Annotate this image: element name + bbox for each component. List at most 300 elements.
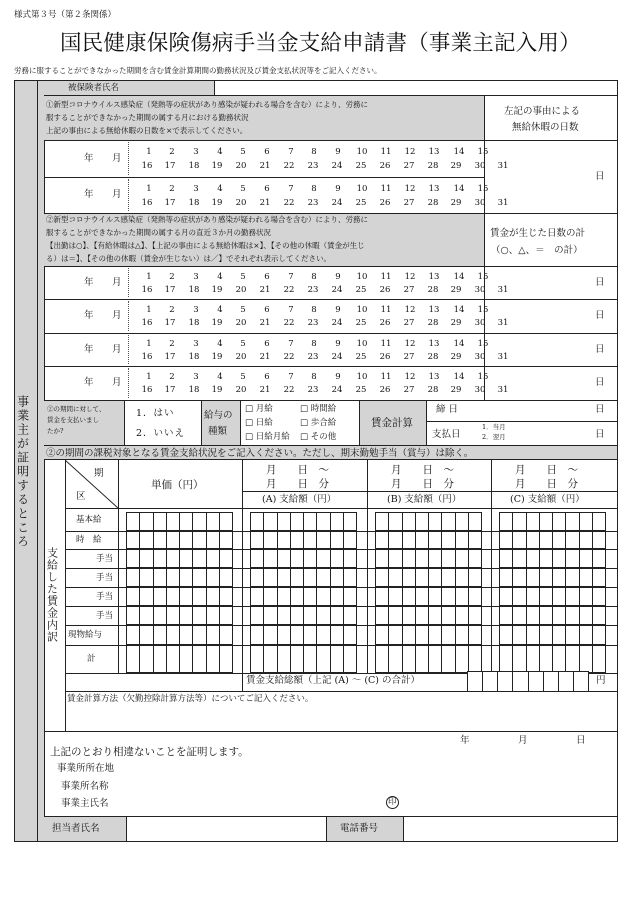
day-cell[interactable]: 20 — [235, 352, 247, 362]
calc-method-field[interactable] — [67, 706, 615, 728]
day-cell[interactable]: 28 — [427, 352, 439, 362]
amount-input-grid[interactable] — [375, 606, 481, 625]
contact-name-field[interactable] — [128, 818, 324, 840]
phone-label: 電話番号 — [340, 823, 379, 834]
amount-input-grid[interactable] — [126, 625, 232, 645]
day-cell[interactable]: 14 — [453, 305, 465, 315]
day-cell[interactable]: 9 — [335, 305, 341, 315]
day-cell[interactable]: 22 — [283, 318, 295, 328]
day-cell[interactable]: 6 — [264, 184, 270, 194]
day-cell[interactable]: 13 — [428, 339, 440, 349]
insured-name-field[interactable] — [216, 82, 616, 94]
category-label: 区 — [76, 491, 86, 502]
month-row-month: 月 — [112, 277, 122, 288]
form-number: 様式第３号（第２条関係） — [14, 10, 117, 20]
period-category-cell — [65, 460, 118, 508]
side-label: 事業主が証明するところ — [15, 395, 30, 549]
col-a-date-from: 月 日 ～ — [266, 464, 329, 476]
month-row — [44, 366, 618, 400]
day-cell[interactable]: 31 — [497, 285, 509, 295]
month-row-month: 月 — [112, 344, 122, 355]
day-cell[interactable]: 5 — [240, 372, 246, 382]
day-cell[interactable]: 12 — [404, 272, 416, 282]
day-cell[interactable]: 24 — [331, 198, 343, 208]
amount-input-grid[interactable] — [126, 549, 232, 568]
day-cell[interactable]: 8 — [311, 372, 317, 382]
col-b-date-to: 月 日 分 — [391, 478, 454, 490]
day-cell[interactable]: 9 — [335, 272, 341, 282]
day-cell[interactable]: 11 — [380, 184, 392, 194]
section2-text-3: 【出勤は○】、【有給休暇は△】、【上記の事由による無給休暇は×】、【その他の休暇（賃金が生じ — [46, 241, 365, 250]
option-commission[interactable]: □ 歩合給 — [300, 418, 337, 428]
day-cell[interactable]: 22 — [283, 198, 295, 208]
day-cell[interactable]: 18 — [188, 352, 200, 362]
amount-input-grid[interactable] — [499, 587, 605, 606]
day-cell[interactable]: 8 — [311, 272, 317, 282]
day-cell[interactable]: 21 — [259, 285, 271, 295]
option-yes[interactable]: 1．はい — [136, 408, 175, 419]
day-cell[interactable]: 15 — [477, 147, 489, 157]
option-daily[interactable]: □ 日給 — [245, 418, 273, 428]
day-cell[interactable]: 1 — [146, 339, 152, 349]
day-cell[interactable]: 9 — [335, 184, 341, 194]
day-cell[interactable]: 2 — [169, 272, 175, 282]
day-cell[interactable]: 17 — [164, 318, 176, 328]
day-cell[interactable]: 8 — [311, 339, 317, 349]
payment-day-unit: 日 — [595, 429, 605, 440]
salary-type-label-2: 種類 — [208, 426, 228, 437]
contact-name-label: 担当者氏名 — [52, 823, 100, 834]
day-cell[interactable]: 15 — [477, 372, 489, 382]
day-cell[interactable]: 17 — [164, 352, 176, 362]
amount-input-grid[interactable] — [126, 645, 232, 673]
day-cell[interactable]: 22 — [283, 285, 295, 295]
day-cell[interactable]: 23 — [307, 198, 319, 208]
col-c-date-from: 月 日 ～ — [515, 464, 578, 476]
section2-text-2: 服することができなかった期間の属する月の直近３か月の勤務状況 — [46, 228, 271, 237]
day-cell[interactable]: 18 — [188, 385, 200, 395]
day-cell[interactable]: 18 — [188, 285, 200, 295]
closing-day-label: 締 日 — [436, 404, 459, 415]
day-cell[interactable]: 17 — [164, 385, 176, 395]
day-cell[interactable]: 19 — [211, 285, 223, 295]
day-cell[interactable]: 29 — [450, 161, 462, 171]
next-month-option[interactable]: 2．翌月 — [482, 433, 506, 441]
amount-input-grid[interactable] — [375, 549, 481, 568]
section2-text-1: ②新型コロナウイルス感染症（発熱等の症状があり感染が疑われる場合を含む）により、労務に — [46, 215, 369, 224]
day-cell[interactable]: 24 — [331, 318, 343, 328]
day-cell[interactable]: 13 — [428, 372, 440, 382]
day-cell[interactable]: 29 — [450, 318, 462, 328]
section3-header: ②の期間の課税対象となる賃金支給状況をご記入ください。ただし、期末勤勉手当（賞与）は除く。 — [46, 448, 474, 459]
day-cell[interactable]: 4 — [217, 147, 223, 157]
section2-text-4: る）は＝】、【その他の休暇（賃金が生じない）は／】でそれぞれ表示してください。 — [46, 254, 331, 263]
month-row-month: 月 — [112, 153, 122, 164]
day-cell[interactable]: 16 — [141, 352, 153, 362]
day-cell[interactable]: 8 — [311, 305, 317, 315]
day-cell[interactable]: 7 — [288, 272, 294, 282]
month-row-year: 年 — [84, 277, 94, 288]
day-cell[interactable]: 27 — [403, 161, 415, 171]
day-cell[interactable]: 2 — [169, 184, 175, 194]
section1-day-unit: 日 — [595, 171, 605, 182]
day-cell[interactable]: 21 — [259, 385, 271, 395]
day-cell[interactable]: 9 — [335, 372, 341, 382]
section1-text-3: 上記の事由による無給休暇の日数を×で表示してください。 — [46, 126, 248, 135]
day-cell[interactable]: 31 — [497, 352, 509, 362]
day-cell[interactable]: 29 — [450, 198, 462, 208]
day-cell[interactable]: 21 — [259, 318, 271, 328]
amount-input-grid[interactable] — [499, 606, 605, 625]
day-cell[interactable]: 3 — [193, 184, 199, 194]
day-cell[interactable]: 23 — [307, 285, 319, 295]
day-cell[interactable]: 16 — [141, 318, 153, 328]
day-cell[interactable]: 9 — [335, 339, 341, 349]
day-cell[interactable]: 14 — [453, 184, 465, 194]
office-name-label: 事業所名称 — [61, 781, 109, 792]
day-cell[interactable]: 6 — [264, 305, 270, 315]
day-cell[interactable]: 30 — [474, 285, 486, 295]
closing-day-unit: 日 — [595, 404, 605, 415]
amount-input-grid[interactable] — [499, 531, 605, 549]
day-cell[interactable]: 25 — [355, 318, 367, 328]
day-cell[interactable]: 1 — [146, 272, 152, 282]
day-cell[interactable]: 22 — [283, 161, 295, 171]
day-cell[interactable]: 16 — [141, 285, 153, 295]
day-cell[interactable]: 4 — [217, 305, 223, 315]
day-cell[interactable]: 21 — [259, 161, 271, 171]
day-cell[interactable]: 26 — [379, 161, 391, 171]
day-cell[interactable]: 3 — [193, 339, 199, 349]
day-cell[interactable]: 13 — [428, 272, 440, 282]
day-cell[interactable]: 15 — [477, 272, 489, 282]
total-yen: 円 — [596, 675, 606, 686]
day-cell[interactable]: 4 — [217, 339, 223, 349]
day-cell[interactable]: 13 — [428, 147, 440, 157]
day-cell[interactable]: 16 — [141, 385, 153, 395]
day-cell[interactable]: 2 — [169, 305, 175, 315]
day-count-unit: 日 — [595, 344, 605, 355]
day-cell[interactable]: 9 — [335, 147, 341, 157]
amount-input-grid[interactable] — [250, 606, 356, 625]
day-cell[interactable]: 20 — [235, 318, 247, 328]
day-cell[interactable]: 18 — [188, 318, 200, 328]
amount-input-grid[interactable] — [499, 549, 605, 568]
day-cell[interactable]: 7 — [288, 372, 294, 382]
period-label: 期 — [94, 468, 104, 479]
section1-right-header-2: 無給休暇の日数 — [512, 122, 579, 133]
day-cell[interactable]: 27 — [403, 198, 415, 208]
amount-input-grid[interactable] — [250, 512, 356, 531]
amount-input-grid[interactable] — [126, 587, 232, 606]
day-cell[interactable]: 25 — [355, 285, 367, 295]
day-cell[interactable]: 20 — [235, 385, 247, 395]
day-cell[interactable]: 30 — [474, 385, 486, 395]
wage-row-label: 時 給 — [76, 535, 102, 545]
day-cell[interactable]: 29 — [450, 285, 462, 295]
office-address-label: 事業所所在地 — [57, 763, 115, 774]
employer-name-label: 事業主氏名 — [61, 798, 109, 809]
day-cell[interactable]: 30 — [474, 318, 486, 328]
day-cell[interactable]: 18 — [188, 198, 200, 208]
day-cell[interactable]: 23 — [307, 352, 319, 362]
day-cell[interactable]: 2 — [169, 147, 175, 157]
amount-input-grid[interactable] — [499, 512, 605, 531]
day-cell[interactable]: 25 — [355, 161, 367, 171]
current-month-option[interactable]: 1．当月 — [482, 423, 506, 431]
day-cell[interactable]: 26 — [379, 318, 391, 328]
day-cell[interactable]: 4 — [217, 372, 223, 382]
day-cell[interactable]: 12 — [404, 305, 416, 315]
amount-input-grid[interactable] — [375, 587, 481, 606]
day-cell[interactable]: 25 — [355, 385, 367, 395]
amount-input-grid[interactable] — [126, 568, 232, 587]
day-cell[interactable]: 26 — [379, 198, 391, 208]
wage-row-label: 手当 — [96, 573, 114, 583]
day-cell[interactable]: 24 — [331, 161, 343, 171]
day-cell[interactable]: 2 — [169, 339, 175, 349]
month-row-year: 年 — [84, 189, 94, 200]
day-cell[interactable]: 11 — [380, 147, 392, 157]
amount-input-grid[interactable] — [375, 512, 481, 531]
day-cell[interactable]: 22 — [283, 352, 295, 362]
day-cell[interactable]: 23 — [307, 385, 319, 395]
day-cell[interactable]: 17 — [164, 285, 176, 295]
day-cell[interactable]: 21 — [259, 198, 271, 208]
day-cell[interactable]: 24 — [331, 285, 343, 295]
month-row-year: 年 — [84, 153, 94, 164]
day-cell[interactable]: 1 — [146, 305, 152, 315]
day-cell[interactable]: 31 — [497, 161, 509, 171]
wage-breakdown-label: 支給した賃金内訳 — [45, 547, 59, 643]
day-cell[interactable]: 3 — [193, 305, 199, 315]
day-cell[interactable]: 24 — [331, 352, 343, 362]
day-cell[interactable]: 14 — [453, 372, 465, 382]
day-cell[interactable]: 4 — [217, 272, 223, 282]
day-cell[interactable]: 1 — [146, 372, 152, 382]
day-cell[interactable]: 10 — [356, 184, 368, 194]
day-cell[interactable]: 29 — [450, 352, 462, 362]
day-cell[interactable]: 12 — [404, 147, 416, 157]
day-cell[interactable]: 11 — [380, 305, 392, 315]
month-row-month: 月 — [112, 189, 122, 200]
option-monthly[interactable]: □ 月給 — [245, 404, 273, 414]
day-cell[interactable]: 18 — [188, 161, 200, 171]
option-no[interactable]: 2．いいえ — [136, 428, 186, 439]
seal-mark: 印 — [386, 796, 399, 809]
day-cell[interactable]: 8 — [311, 184, 317, 194]
day-cell[interactable]: 10 — [356, 272, 368, 282]
day-cell[interactable]: 7 — [288, 184, 294, 194]
day-cell[interactable]: 7 — [288, 339, 294, 349]
amount-input-grid[interactable] — [250, 568, 356, 587]
day-cell[interactable]: 17 — [164, 161, 176, 171]
salary-type-label-1: 給与の — [204, 410, 233, 421]
amount-input-grid[interactable] — [250, 531, 356, 549]
day-cell[interactable]: 3 — [193, 147, 199, 157]
day-cell[interactable]: 27 — [403, 285, 415, 295]
section2-right-header-1: 賃金が生じた日数の計 — [490, 228, 586, 239]
day-cell[interactable]: 10 — [356, 305, 368, 315]
day-cell[interactable]: 1 — [146, 147, 152, 157]
section2-right-header-2: （○、△、＝ の計） — [491, 245, 583, 256]
phone-field[interactable] — [405, 818, 615, 840]
day-cell[interactable]: 20 — [235, 285, 247, 295]
day-cell[interactable]: 14 — [453, 272, 465, 282]
amount-input-grid[interactable] — [126, 531, 232, 549]
day-cell[interactable]: 5 — [240, 147, 246, 157]
month-row — [44, 299, 618, 333]
day-cell[interactable]: 28 — [427, 285, 439, 295]
amount-input-grid[interactable] — [499, 568, 605, 587]
day-cell[interactable]: 6 — [264, 372, 270, 382]
day-cell[interactable]: 13 — [428, 184, 440, 194]
day-cell[interactable]: 26 — [379, 352, 391, 362]
option-daily-monthly[interactable]: □ 日給月給 — [245, 432, 290, 442]
amount-input-grid[interactable] — [499, 625, 605, 645]
day-count-unit: 日 — [595, 310, 605, 321]
section1-text-1: ①新型コロナウイルス感染症（発熱等の症状があり感染が疑われる場合を含む）により、労務に — [46, 100, 369, 109]
day-cell[interactable]: 8 — [311, 147, 317, 157]
day-cell[interactable]: 31 — [497, 318, 509, 328]
day-cell[interactable]: 5 — [240, 272, 246, 282]
payment-day-label: 支払日 — [432, 429, 461, 440]
option-hourly[interactable]: □ 時間給 — [300, 404, 337, 414]
day-cell[interactable]: 31 — [497, 198, 509, 208]
day-cell[interactable]: 22 — [283, 385, 295, 395]
month-row — [44, 140, 618, 177]
day-cell[interactable]: 13 — [428, 305, 440, 315]
day-cell[interactable]: 10 — [356, 372, 368, 382]
cert-year: 年 — [460, 735, 470, 746]
cert-day: 日 — [576, 735, 586, 746]
payment-question-1: ②の期間に対して、 — [47, 405, 106, 413]
wage-calc-label: 賃金計算 — [371, 417, 413, 429]
day-cell[interactable]: 5 — [240, 339, 246, 349]
amount-input-grid[interactable] — [250, 587, 356, 606]
day-cell[interactable]: 1 — [146, 184, 152, 194]
month-row — [44, 333, 618, 366]
amount-input-grid[interactable] — [375, 531, 481, 549]
day-cell[interactable]: 24 — [331, 385, 343, 395]
amount-input-grid[interactable] — [250, 549, 356, 568]
day-cell[interactable]: 26 — [379, 385, 391, 395]
day-cell[interactable]: 28 — [427, 318, 439, 328]
day-cell[interactable]: 14 — [453, 339, 465, 349]
col-a-date-to: 月 日 分 — [266, 478, 329, 490]
day-cell[interactable]: 12 — [404, 184, 416, 194]
day-cell[interactable]: 30 — [474, 161, 486, 171]
day-cell[interactable]: 23 — [307, 318, 319, 328]
day-cell[interactable]: 14 — [453, 147, 465, 157]
day-cell[interactable]: 3 — [193, 272, 199, 282]
amount-input-grid[interactable] — [126, 512, 232, 531]
col-a-header: (A) 支給額（円） — [262, 494, 337, 505]
day-cell[interactable]: 19 — [211, 352, 223, 362]
day-cell[interactable]: 19 — [211, 198, 223, 208]
day-cell[interactable]: 7 — [288, 147, 294, 157]
amount-input-grid[interactable] — [375, 568, 481, 587]
day-cell[interactable]: 27 — [403, 385, 415, 395]
day-cell[interactable]: 11 — [380, 272, 392, 282]
day-cell[interactable]: 6 — [264, 339, 270, 349]
amount-input-grid[interactable] — [250, 625, 356, 645]
total-label: 賃金支給総額（上記 (A) ～ (C) の合計） — [246, 675, 421, 686]
day-cell[interactable]: 27 — [403, 318, 415, 328]
day-cell[interactable]: 28 — [427, 385, 439, 395]
day-cell[interactable]: 4 — [217, 184, 223, 194]
total-amount-field[interactable] — [467, 671, 588, 692]
col-b-header: (B) 支給額（円） — [387, 494, 462, 505]
day-count-unit: 日 — [595, 277, 605, 288]
month-row-year: 年 — [84, 344, 94, 355]
day-cell[interactable]: 27 — [403, 352, 415, 362]
amount-input-grid[interactable] — [499, 645, 605, 673]
month-row — [44, 266, 618, 299]
amount-input-grid[interactable] — [250, 645, 356, 673]
day-cell[interactable]: 15 — [477, 184, 489, 194]
wage-row-label: 計 — [87, 654, 96, 664]
day-cell[interactable]: 16 — [141, 161, 153, 171]
day-cell[interactable]: 21 — [259, 352, 271, 362]
day-cell[interactable]: 15 — [477, 305, 489, 315]
day-cell[interactable]: 11 — [380, 372, 392, 382]
day-cell[interactable]: 10 — [356, 339, 368, 349]
month-row-month: 月 — [112, 377, 122, 388]
payment-question-3: たか? — [47, 427, 64, 435]
day-cell[interactable]: 19 — [211, 161, 223, 171]
option-other[interactable]: □ その他 — [300, 432, 337, 442]
cert-month: 月 — [518, 735, 528, 746]
day-cell[interactable]: 20 — [235, 198, 247, 208]
wage-row-label: 基本給 — [76, 515, 102, 525]
cert-statement: 上記のとおり相違ないことを証明します。 — [50, 746, 249, 758]
day-cell[interactable]: 6 — [264, 147, 270, 157]
col-b-date-from: 月 日 ～ — [391, 464, 454, 476]
day-cell[interactable]: 7 — [288, 305, 294, 315]
day-cell[interactable]: 2 — [169, 372, 175, 382]
day-cell[interactable]: 6 — [264, 272, 270, 282]
day-cell[interactable]: 10 — [356, 147, 368, 157]
day-cell[interactable]: 31 — [497, 385, 509, 395]
payment-question-2: 賃金を支払いまし — [47, 416, 99, 424]
day-cell[interactable]: 29 — [450, 385, 462, 395]
day-cell[interactable]: 28 — [427, 161, 439, 171]
day-cell[interactable]: 20 — [235, 161, 247, 171]
amount-input-grid[interactable] — [126, 606, 232, 625]
day-cell[interactable]: 12 — [404, 372, 416, 382]
day-cell[interactable]: 12 — [404, 339, 416, 349]
day-cell[interactable]: 25 — [355, 352, 367, 362]
day-cell[interactable]: 3 — [193, 372, 199, 382]
day-cell[interactable]: 19 — [211, 318, 223, 328]
day-cell[interactable]: 30 — [474, 198, 486, 208]
day-cell[interactable]: 15 — [477, 339, 489, 349]
day-cell[interactable]: 23 — [307, 161, 319, 171]
day-cell[interactable]: 5 — [240, 184, 246, 194]
day-cell[interactable]: 5 — [240, 305, 246, 315]
day-cell[interactable]: 26 — [379, 285, 391, 295]
amount-input-grid[interactable] — [375, 645, 481, 673]
day-cell[interactable]: 19 — [211, 385, 223, 395]
day-cell[interactable]: 30 — [474, 352, 486, 362]
amount-input-grid[interactable] — [375, 625, 481, 645]
day-cell[interactable]: 16 — [141, 198, 153, 208]
day-cell[interactable]: 28 — [427, 198, 439, 208]
day-cell[interactable]: 17 — [164, 198, 176, 208]
day-cell[interactable]: 25 — [355, 198, 367, 208]
day-cell[interactable]: 11 — [380, 339, 392, 349]
